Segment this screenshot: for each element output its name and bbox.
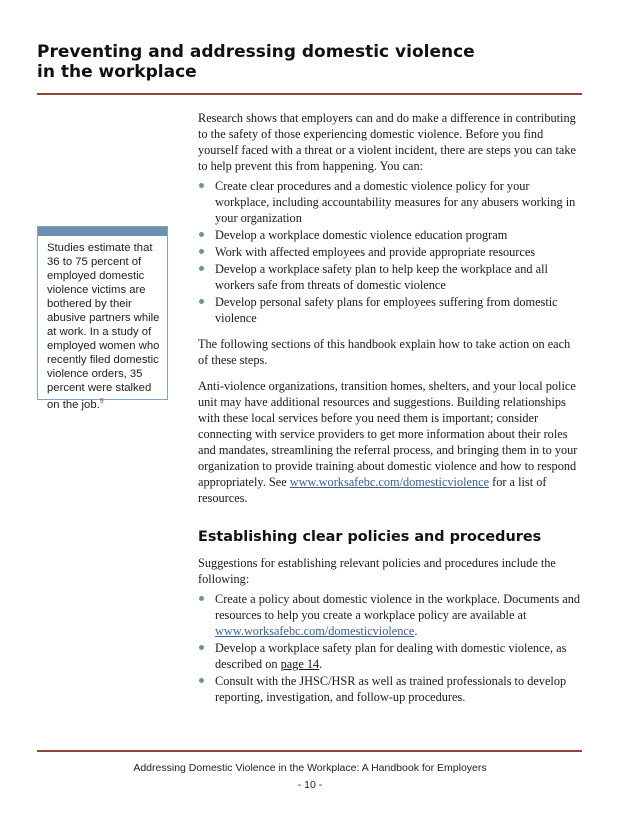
bullet-icon [199, 232, 204, 237]
page-14-link[interactable]: page 14 [280, 657, 320, 671]
list-item-text: Develop a workplace domestic violence education program [215, 228, 508, 242]
list-item-text: Develop a workplace safety plan for dealing with domestic violence, as described on [215, 641, 567, 671]
list-item-text: Create clear procedures and a domestic violence policy for your workplace, including accountability measures for any abusers working in your organization [215, 179, 576, 225]
sidebar-callout-text [38, 236, 167, 412]
anti-violence-text: Anti-violence organizations, transition homes, shelters, and your local police unit may have additional resources and suggestions. Building relationships with these local services before you need them is important; consider connecting with service providers to get more information about their roles and mandates, streamlining the referral process, and bringing them in to your organization to provide training about domestic violence and how to respond appropriately. See [198, 379, 578, 489]
footer-rule [37, 750, 582, 752]
list-item [198, 261, 582, 293]
footer-title: Addressing Domestic Violence in the Workplace: A Handbook for Employers [133, 762, 487, 774]
page-title-line-2: in the workplace [37, 62, 197, 82]
list-item-text: Work with affected employees and provide appropriate resources [215, 245, 536, 259]
list-item [198, 244, 582, 260]
worksafebc-resources-link[interactable]: www.worksafebc.com/domesticviolence [289, 475, 490, 489]
list-item-text: Develop personal safety plans for employees suffering from domestic violence [215, 295, 558, 325]
intro-paragraph: Research shows that employers can and do make a difference in contributing to the safety of those experiencing domestic violence. Before you find yourself faced with a threat or a violent incident, there are steps you can take to help prevent this from happening. You can: [198, 111, 576, 173]
anti-violence-suffix: for a list of resources. [198, 475, 547, 505]
worksafebc-policy-link[interactable]: www.worksafebc.com/domesticviolence [215, 624, 415, 638]
header-rule [37, 93, 582, 95]
bullet-icon [199, 299, 204, 304]
list-item [198, 673, 582, 705]
list-item-text: Consult with the JHSC/HSR as well as trained professionals to develop reporting, investigation, and follow-up procedures. [215, 674, 567, 704]
following-sections-paragraph: The following sections of this handbook explain how to take action on each of these steps. [198, 337, 571, 367]
main-content [198, 110, 582, 715]
page-title-line-1: Preventing and addressing domestic violence [37, 42, 475, 62]
list-item [198, 640, 582, 672]
bullet-icon [199, 249, 204, 254]
list-item-end: . [414, 624, 418, 638]
sidebar-callout-bar [38, 227, 167, 236]
bullet-icon [199, 645, 204, 650]
anti-violence-paragraph [198, 378, 582, 506]
bullet-icon [199, 596, 204, 601]
list-item-end: . [319, 657, 323, 671]
footnote-reference[interactable]: 9 [99, 398, 104, 405]
list-item-text: Create a policy about domestic violence in the workplace. Documents and resources to help you create a workplace policy are available at [215, 592, 581, 622]
policies-heading: Establishing clear policies and procedures [198, 529, 542, 545]
list-item [198, 178, 582, 226]
intro-bullet-list [198, 178, 582, 326]
sidebar-statistic: Studies estimate that 36 to 75 percent of employed domestic violence victims are bothered by their abusive partners while at work. In a study of employed women who recently filed domestic violence orders, 35 percent were stalked on the job. [47, 242, 160, 411]
list-item [198, 227, 582, 243]
page-title [37, 42, 597, 82]
policies-bullet-list [198, 591, 582, 705]
list-item [198, 294, 582, 326]
policies-paragraph: Suggestions for establishing relevant policies and procedures include the following: [198, 556, 556, 586]
bullet-icon [199, 183, 204, 188]
page-number: - 10 - [297, 779, 323, 791]
bullet-icon [199, 678, 204, 683]
list-item-text: Develop a workplace safety plan to help keep the workplace and all workers safe from threats of domestic violence [215, 262, 548, 292]
bullet-icon [199, 266, 204, 271]
list-item [198, 591, 582, 639]
sidebar-callout [37, 226, 168, 411]
